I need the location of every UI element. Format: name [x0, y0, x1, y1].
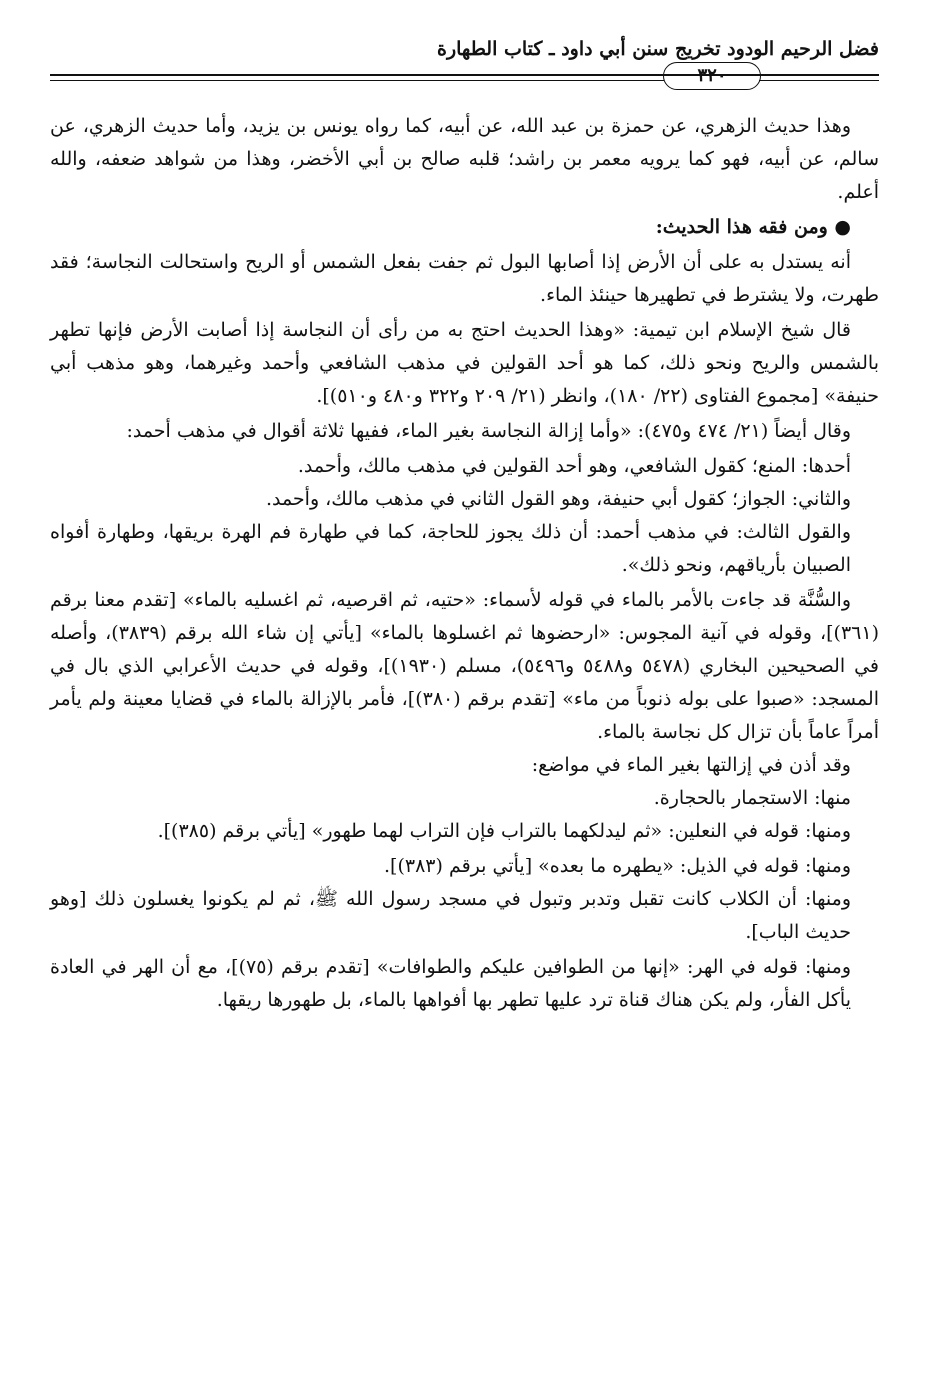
paragraph: قال شيخ الإسلام ابن تيمية: «وهذا الحديث احتج به من رأى أن النجاسة إذا أصابت الأرض فإنها تطهر بالشمس والريح ونحو ذلك، كما هو أحد القولين في مذهب الشافعي وأحمد وغيرهما، وهو مذهب أبي حنيفة» [مجموع الفتاوى (٢٢/ ١٨٠)، وانظر (٢١/ ٢٠٩ و٣٢٢ و٤٨٠ و٥١٠)]. — [50, 319, 879, 407]
paragraph: منها: الاستجمار بالحجارة. — [653, 787, 851, 809]
paragraph: وقد أذن في إزالتها بغير الماء في مواضع: — [531, 754, 851, 776]
paragraph: ومنها: أن الكلاب كانت تقبل وتدبر وتبول في مسجد رسول الله ﷺ، ثم لم يكونوا يغسلون ذلك [وهو حديث الباب]. — [50, 888, 851, 943]
paragraph: وهذا حديث الزهري، عن حمزة بن عبد الله، عن أبيه، كما رواه يونس بن يزيد، وأما حديث الزهري، عن سالم، عن أبيه، فهو كما يرويه معمر بن راشد؛ قلبه صالح بن أبي الأخضر، وهذا من شواهد ضعفه، والله أعلم. — [50, 115, 879, 203]
paragraph: ومنها: قوله في النعلين: «ثم ليدلكهما بالتراب فإن التراب لهما طهور» [يأتي برقم (٣٨٥)]. — [157, 820, 851, 842]
ornament-line-left — [50, 74, 664, 81]
header-title: فضل الرحيم الودود تخريج سنن أبي داود ـ كتاب الطهارة — [437, 38, 879, 60]
ornament-line-right — [759, 74, 879, 81]
paragraph: والثاني: الجواز؛ كقول أبي حنيفة، وهو القول الثاني في مذهب مالك، وأحمد. — [265, 488, 851, 510]
page-number: ٣٢٠ — [663, 62, 761, 90]
paragraph: أحدها: المنع؛ كقول الشافعي، وهو أحد القولين في مذهب مالك، وأحمد. — [297, 455, 851, 477]
paragraph: ومنها: قوله في الهر: «إنها من الطوافين عليكم والطوافات» [تقدم برقم (٧٥)]، مع أن الهر في العادة يأكل الفأر، ولم يكن هناك قناة ترد عليها تطهر بها أفواهها بالماء، بل طهورها ريقها. — [50, 956, 851, 1011]
paragraph: أنه يستدل به على أن الأرض إذا أصابها البول ثم جفت بفعل الشمس أو الريح واستحالت النجاسة؛ فقد طهرت، ولا يشترط في تطهيرها حينئذ الماء. — [50, 251, 879, 306]
paragraph: والسُّنَّة قد جاءت بالأمر بالماء في قوله لأسماء: «حتيه، ثم اقرصيه، ثم اغسليه بالماء» [تقدم معنا برقم (٣٦١)]، وقوله في آنية المجوس: «ارحضوها ثم اغسلوها بالماء» [يأتي إن شاء الله برقم (٣٨٣٩)، وأصله في الصحيحين البخاري (٥٤٧٨ و٥٤٨٨ و٥٤٩٦)، مسلم (١٩٣٠)]، وقوله في حديث الأعرابي الذي بال في المسجد: «صبوا على بوله ذنوباً من ماء» [تقدم برقم (٣٨٠)]، فأمر بالإزالة بالماء في قضايا معينة ولم يأمر أمراً عاماً بأن تزال كل نجاسة بالماء. — [50, 589, 880, 743]
section-heading: ● ومن فقه هذا الحديث: — [655, 216, 851, 238]
page-number-ornament — [50, 62, 879, 90]
paragraph: ومنها: قوله في الذيل: «يطهره ما بعده» [يأتي برقم (٣٨٣)]. — [384, 855, 851, 877]
page-body — [50, 110, 879, 1017]
paragraph: وقال أيضاً (٢١/ ٤٧٤ و٤٧٥): «وأما إزالة النجاسة بغير الماء، ففيها ثلاثة أقوال في مذهب أحمد: — [126, 420, 851, 442]
paragraph: والقول الثالث: في مذهب أحمد: أن ذلك يجوز للحاجة، كما في طهارة فم الهرة بريقها، وطهارة أفواه الصبيان بأرياقهم، ونحو ذلك». — [50, 521, 851, 576]
